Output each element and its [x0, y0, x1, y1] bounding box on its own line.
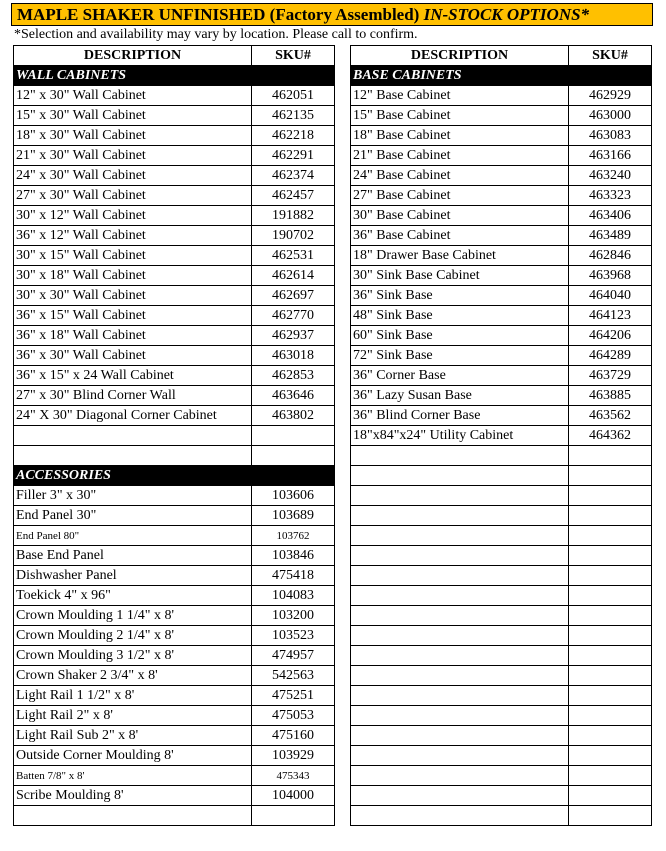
table-row: [351, 106, 652, 126]
empty-cell: [351, 566, 569, 586]
item-description: Crown Moulding 3 1/2" x 8': [14, 646, 252, 666]
empty-cell: [569, 506, 652, 526]
item-description: Base End Panel: [14, 546, 252, 566]
item-sku: 103523: [252, 626, 335, 646]
item-sku: 475343: [252, 766, 335, 786]
table-row: [14, 366, 335, 386]
item-description: End Panel 80": [14, 526, 252, 546]
item-sku: 463562: [569, 406, 652, 426]
empty-row: [351, 506, 652, 526]
item-sku: 462218: [252, 126, 335, 146]
empty-cell: [14, 806, 252, 826]
item-description: 60" Sink Base: [351, 326, 569, 346]
table-row: [351, 126, 652, 146]
empty-row: [351, 566, 652, 586]
item-description: 36" x 15" x 24 Wall Cabinet: [14, 366, 252, 386]
item-description: 15" x 30" Wall Cabinet: [14, 106, 252, 126]
item-sku: 191882: [252, 206, 335, 226]
table-row: [14, 586, 335, 606]
item-sku: 463166: [569, 146, 652, 166]
item-description: Outside Corner Moulding 8': [14, 746, 252, 766]
item-sku: 103689: [252, 506, 335, 526]
item-sku: 104083: [252, 586, 335, 606]
item-sku: 462135: [252, 106, 335, 126]
item-description: Light Rail 1 1/2" x 8': [14, 686, 252, 706]
item-sku: 190702: [252, 226, 335, 246]
empty-row: [351, 746, 652, 766]
item-description: 36" Base Cabinet: [351, 226, 569, 246]
item-sku: 463323: [569, 186, 652, 206]
empty-cell: [569, 786, 652, 806]
section-title-blank: [569, 66, 652, 86]
item-sku: 104000: [252, 786, 335, 806]
empty-cell: [351, 526, 569, 546]
section-title: WALL CABINETS: [14, 66, 252, 86]
table-row: [14, 266, 335, 286]
description-header: DESCRIPTION: [14, 46, 252, 66]
table-row: [351, 386, 652, 406]
table-row: [14, 706, 335, 726]
item-sku: 464123: [569, 306, 652, 326]
empty-cell: [351, 746, 569, 766]
table-row: [14, 486, 335, 506]
table-row: [14, 306, 335, 326]
item-sku: 464040: [569, 286, 652, 306]
empty-row: [351, 466, 652, 486]
item-description: 48" Sink Base: [351, 306, 569, 326]
table-row: [14, 786, 335, 806]
table-row: [351, 286, 652, 306]
empty-row: [351, 806, 652, 826]
table-row: [14, 126, 335, 146]
table-row: [14, 766, 335, 786]
item-sku: 462846: [569, 246, 652, 266]
section-title-blank: [252, 66, 335, 86]
empty-cell: [569, 446, 652, 466]
empty-row: [351, 726, 652, 746]
empty-cell: [569, 526, 652, 546]
empty-cell: [569, 726, 652, 746]
table-row: [351, 426, 652, 446]
item-sku: 462614: [252, 266, 335, 286]
empty-row: [351, 786, 652, 806]
item-sku: 463240: [569, 166, 652, 186]
empty-cell: [569, 606, 652, 626]
item-sku: 542563: [252, 666, 335, 686]
empty-cell: [351, 686, 569, 706]
item-description: 21" x 30" Wall Cabinet: [14, 146, 252, 166]
item-description: 27" Base Cabinet: [351, 186, 569, 206]
table-row: [14, 726, 335, 746]
empty-row: [351, 686, 652, 706]
column-header-row: [351, 46, 652, 66]
table-row: [351, 226, 652, 246]
item-description: 30" x 15" Wall Cabinet: [14, 246, 252, 266]
empty-row: [351, 586, 652, 606]
item-description: 27" x 30" Blind Corner Wall: [14, 386, 252, 406]
table-row: [14, 526, 335, 546]
empty-cell: [252, 426, 335, 446]
item-sku: 462697: [252, 286, 335, 306]
empty-cell: [252, 806, 335, 826]
wall-cabinets-section: [14, 66, 335, 86]
item-sku: 474957: [252, 646, 335, 666]
right-table: [350, 45, 652, 826]
item-sku: 475418: [252, 566, 335, 586]
empty-cell: [351, 786, 569, 806]
table-row: [14, 646, 335, 666]
item-description: 36" Corner Base: [351, 366, 569, 386]
empty-cell: [569, 466, 652, 486]
item-sku: 475160: [252, 726, 335, 746]
accessories-section: [14, 466, 335, 486]
item-description: 24" X 30" Diagonal Corner Cabinet: [14, 406, 252, 426]
empty-cell: [351, 506, 569, 526]
empty-cell: [351, 546, 569, 566]
item-description: 72" Sink Base: [351, 346, 569, 366]
table-row: [14, 106, 335, 126]
empty-row: [14, 806, 335, 826]
empty-cell: [351, 646, 569, 666]
table-row: [351, 166, 652, 186]
item-description: End Panel 30": [14, 506, 252, 526]
item-sku: 464289: [569, 346, 652, 366]
empty-cell: [351, 466, 569, 486]
item-description: 36" x 30" Wall Cabinet: [14, 346, 252, 366]
empty-cell: [569, 546, 652, 566]
page-title: [17, 5, 589, 25]
empty-row: [14, 426, 335, 446]
table-row: [14, 166, 335, 186]
item-description: 30" x 30" Wall Cabinet: [14, 286, 252, 306]
table-row: [14, 626, 335, 646]
item-description: 12" Base Cabinet: [351, 86, 569, 106]
item-description: 18"x84"x24" Utility Cabinet: [351, 426, 569, 446]
empty-cell: [569, 646, 652, 666]
item-description: Filler 3" x 30": [14, 486, 252, 506]
table-row: [14, 686, 335, 706]
empty-cell: [569, 586, 652, 606]
section-title: BASE CABINETS: [351, 66, 569, 86]
item-sku: 462853: [252, 366, 335, 386]
item-sku: 463729: [569, 366, 652, 386]
empty-cell: [252, 446, 335, 466]
item-sku: 103762: [252, 526, 335, 546]
table-row: [14, 666, 335, 686]
empty-cell: [351, 806, 569, 826]
empty-row: [351, 486, 652, 506]
column-header-row: [14, 46, 335, 66]
item-sku: 462770: [252, 306, 335, 326]
item-description: 24" Base Cabinet: [351, 166, 569, 186]
section-title: ACCESSORIES: [14, 466, 252, 486]
item-sku: 103846: [252, 546, 335, 566]
empty-row: [351, 646, 652, 666]
empty-cell: [351, 726, 569, 746]
left-table: [13, 45, 335, 826]
empty-row: [351, 526, 652, 546]
item-description: 18" x 30" Wall Cabinet: [14, 126, 252, 146]
item-sku: 463489: [569, 226, 652, 246]
empty-cell: [569, 766, 652, 786]
empty-cell: [569, 626, 652, 646]
table-row: [351, 146, 652, 166]
table-row: [14, 346, 335, 366]
item-description: 36" Blind Corner Base: [351, 406, 569, 426]
table-row: [351, 86, 652, 106]
empty-row: [351, 626, 652, 646]
item-description: 24" x 30" Wall Cabinet: [14, 166, 252, 186]
title-italic: IN-STOCK OPTIONS*: [423, 5, 590, 24]
availability-note: *Selection and availability may vary by location. Please call to confirm.: [14, 27, 418, 42]
empty-cell: [14, 426, 252, 446]
empty-row: [351, 706, 652, 726]
empty-cell: [351, 446, 569, 466]
empty-row: [351, 666, 652, 686]
table-row: [14, 146, 335, 166]
empty-cell: [351, 666, 569, 686]
table-row: [14, 386, 335, 406]
item-description: 15" Base Cabinet: [351, 106, 569, 126]
base-cabinets-section: [351, 66, 652, 86]
empty-cell: [351, 766, 569, 786]
table-row: [14, 286, 335, 306]
item-sku: 475251: [252, 686, 335, 706]
empty-cell: [569, 686, 652, 706]
item-sku: 103929: [252, 746, 335, 766]
empty-cell: [351, 586, 569, 606]
table-row: [14, 246, 335, 266]
empty-cell: [569, 746, 652, 766]
empty-row: [351, 546, 652, 566]
table-row: [14, 546, 335, 566]
table-row: [351, 246, 652, 266]
item-description: Crown Shaker 2 3/4" x 8': [14, 666, 252, 686]
item-description: 27" x 30" Wall Cabinet: [14, 186, 252, 206]
empty-cell: [569, 706, 652, 726]
item-sku: 103606: [252, 486, 335, 506]
item-sku: 464206: [569, 326, 652, 346]
table-row: [351, 186, 652, 206]
empty-cell: [351, 626, 569, 646]
table-row: [14, 606, 335, 626]
item-description: 12" x 30" Wall Cabinet: [14, 86, 252, 106]
item-sku: 463406: [569, 206, 652, 226]
item-sku: 462929: [569, 86, 652, 106]
item-sku: 463802: [252, 406, 335, 426]
table-row: [351, 326, 652, 346]
title-bar: [11, 3, 653, 26]
table-row: [351, 266, 652, 286]
item-sku: 463000: [569, 106, 652, 126]
item-description: 30" x 12" Wall Cabinet: [14, 206, 252, 226]
table-row: [351, 366, 652, 386]
item-sku: 463646: [252, 386, 335, 406]
item-description: 21" Base Cabinet: [351, 146, 569, 166]
item-sku: 464362: [569, 426, 652, 446]
empty-row: [351, 606, 652, 626]
item-sku: 462937: [252, 326, 335, 346]
table-row: [351, 406, 652, 426]
table-row: [14, 326, 335, 346]
item-description: Crown Moulding 2 1/4" x 8': [14, 626, 252, 646]
empty-cell: [569, 666, 652, 686]
item-description: 30" x 18" Wall Cabinet: [14, 266, 252, 286]
item-description: 36" Sink Base: [351, 286, 569, 306]
empty-cell: [14, 446, 252, 466]
item-sku: 463885: [569, 386, 652, 406]
item-sku: 462374: [252, 166, 335, 186]
item-sku: 103200: [252, 606, 335, 626]
table-row: [14, 226, 335, 246]
item-sku: 463083: [569, 126, 652, 146]
item-description: 36" x 12" Wall Cabinet: [14, 226, 252, 246]
table-row: [14, 566, 335, 586]
item-description: 30" Sink Base Cabinet: [351, 266, 569, 286]
item-sku: 463968: [569, 266, 652, 286]
table-row: [14, 86, 335, 106]
empty-row: [351, 766, 652, 786]
item-description: Light Rail Sub 2" x 8': [14, 726, 252, 746]
empty-cell: [569, 566, 652, 586]
item-sku: 463018: [252, 346, 335, 366]
table-row: [14, 506, 335, 526]
item-sku: 462291: [252, 146, 335, 166]
item-description: 36" x 15" Wall Cabinet: [14, 306, 252, 326]
item-sku: 462457: [252, 186, 335, 206]
item-description: 18" Base Cabinet: [351, 126, 569, 146]
table-row: [351, 346, 652, 366]
item-description: 36" Lazy Susan Base: [351, 386, 569, 406]
empty-cell: [351, 606, 569, 626]
item-sku: 462051: [252, 86, 335, 106]
description-header: DESCRIPTION: [351, 46, 569, 66]
table-row: [14, 206, 335, 226]
item-description: Scribe Moulding 8': [14, 786, 252, 806]
empty-row: [14, 446, 335, 466]
empty-cell: [569, 486, 652, 506]
title-main: MAPLE SHAKER UNFINISHED (Factory Assembled): [17, 5, 420, 24]
empty-cell: [351, 706, 569, 726]
item-description: Crown Moulding 1 1/4" x 8': [14, 606, 252, 626]
section-title-blank: [252, 466, 335, 486]
item-description: Batten 7/8" x 8': [14, 766, 252, 786]
table-row: [351, 306, 652, 326]
item-description: Dishwasher Panel: [14, 566, 252, 586]
empty-cell: [351, 486, 569, 506]
table-row: [351, 206, 652, 226]
empty-cell: [569, 806, 652, 826]
table-row: [14, 746, 335, 766]
item-sku: 462531: [252, 246, 335, 266]
item-description: 36" x 18" Wall Cabinet: [14, 326, 252, 346]
item-description: Toekick 4" x 96": [14, 586, 252, 606]
item-description: 30" Base Cabinet: [351, 206, 569, 226]
table-row: [14, 186, 335, 206]
table-row: [14, 406, 335, 426]
item-description: Light Rail 2" x 8': [14, 706, 252, 726]
sku-header: SKU#: [569, 46, 652, 66]
item-description: 18" Drawer Base Cabinet: [351, 246, 569, 266]
sku-header: SKU#: [252, 46, 335, 66]
empty-row: [351, 446, 652, 466]
item-sku: 475053: [252, 706, 335, 726]
